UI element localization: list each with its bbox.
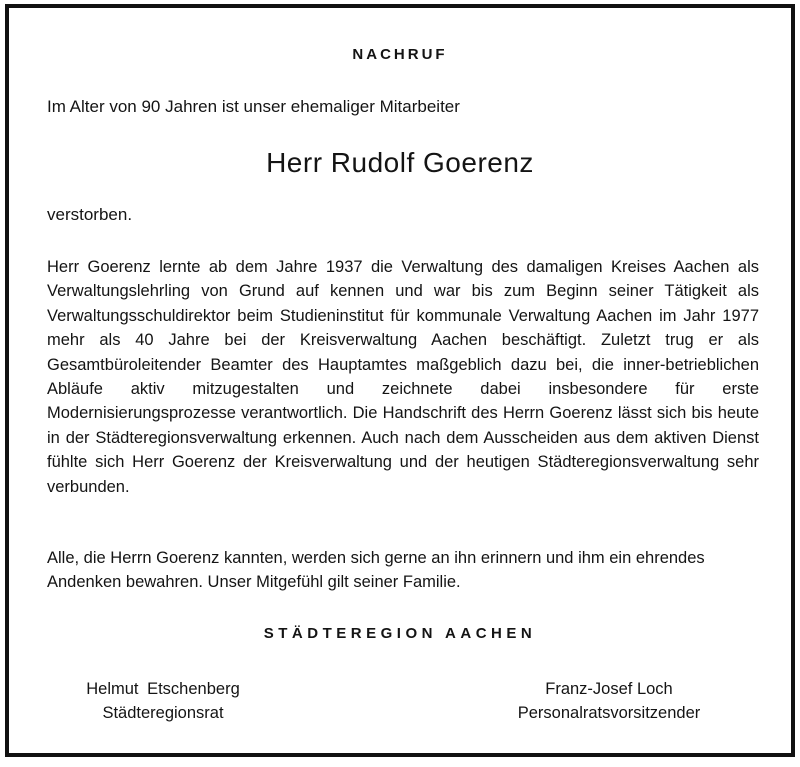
organization-name: STÄDTEREGION AACHEN: [263, 625, 537, 642]
closing-paragraph: Alle, die Herrn Goerenz kannten, werden sich gerne an ihn erinnern und ihm ein ehrendes Andenken bewahren. Unser Mitgefühl gilt seiner Familie.: [47, 549, 705, 592]
biography-paragraph: Herr Goerenz lernte ab dem Jahre 1937 die Verwaltung des damaligen Kreises Aachen als Verwaltungslehrling von Grund auf kennen und war bis zum Beginn seiner Tätigkeit als Verwaltungsschuldirektor beim Studieninstitut für kommunale Verwaltung Aachen im Jahr 1977 mehr als 40 Jahre bei der Kreisverwaltung Aachen beschäftigt. Zuletzt trug er als Gesamtbüroleitender Beamter des Hauptamtes maßgeblich dazu bei, die inner-betrieblichen Abläufe aktiv mitzugestalten und zeichnete dabei insbesondere für erste Modernisierungsprozesse verantwortlich. Die Handschrift des Herrn Goerenz lässt sich bis heute in der Städteregionsverwaltung erkennen. Auch nach dem Ausscheiden aus dem aktiven Dienst fühlte sich Herr Goerenz der Kreisverwaltung und der heutigen Städteregionsverwaltung sehr verbunden.: [47, 258, 759, 496]
signatory-role: Personalratsvorsitzender: [517, 704, 701, 722]
signatory-name: Franz-Josef Loch: [545, 680, 673, 698]
deceased-name: Herr Rudolf Goerenz: [266, 147, 534, 178]
signatory-role: Städteregionsrat: [102, 704, 224, 722]
obituary-notice: [5, 4, 795, 757]
signatory-right: [484, 677, 734, 725]
signatory-left: [53, 677, 273, 725]
notice-heading: NACHRUF: [352, 46, 448, 63]
intro-text: Im Alter von 90 Jahren ist unser ehemaliger Mitarbeiter: [47, 97, 460, 116]
signatory-name: Helmut Etschenberg: [86, 680, 240, 698]
died-text: verstorben.: [47, 205, 133, 224]
